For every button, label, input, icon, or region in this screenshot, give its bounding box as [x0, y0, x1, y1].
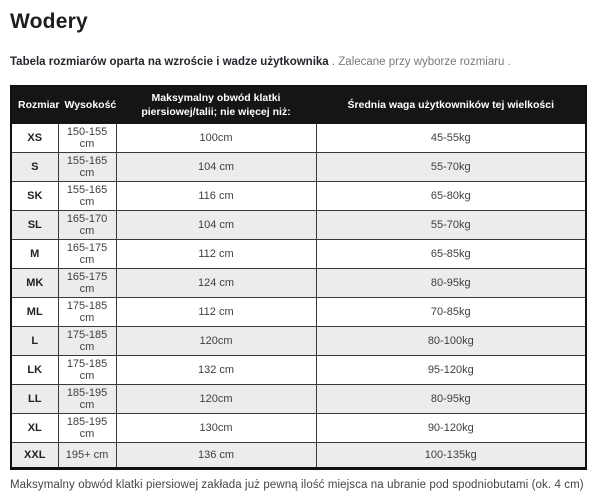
table-row — [11, 327, 586, 356]
table-row — [11, 385, 586, 414]
weight-value: 80-95kg — [316, 269, 586, 298]
chest-value: 104 cm — [116, 153, 316, 182]
table-row — [11, 298, 586, 327]
size-value: XXL — [11, 443, 58, 469]
column-header-height: Wysokość — [58, 86, 116, 124]
size-value: LL — [11, 385, 58, 414]
table-row — [11, 356, 586, 385]
chest-value: 100cm — [116, 124, 316, 153]
table-row — [11, 269, 586, 298]
size-value: SK — [11, 182, 58, 211]
size-value: S — [11, 153, 58, 182]
size-table-header — [11, 86, 586, 124]
size-value: SL — [11, 211, 58, 240]
column-header-size: Rozmiar — [11, 86, 58, 124]
chest-value: 124 cm — [116, 269, 316, 298]
chest-value: 132 cm — [116, 356, 316, 385]
chest-value: 116 cm — [116, 182, 316, 211]
height-value: 175-185 cm — [58, 356, 116, 385]
height-value: 165-175 cm — [58, 240, 116, 269]
weight-value: 70-85kg — [316, 298, 586, 327]
height-value: 155-165 cm — [58, 182, 116, 211]
intro-text-note: . Zalecane przy wyborze rozmiaru . — [328, 56, 511, 68]
size-value: XS — [11, 124, 58, 153]
footnote-text: Maksymalny obwód klatki piersiowej zakłada już pewną ilość miejsca na ubranie pod spodniobutami (ok. 4 cm) — [10, 479, 584, 491]
table-row — [11, 153, 586, 182]
weight-value: 90-120kg — [316, 414, 586, 443]
table-row — [11, 211, 586, 240]
chest-value: 112 cm — [116, 240, 316, 269]
height-value: 165-170 cm — [58, 211, 116, 240]
weight-value: 45-55kg — [316, 124, 586, 153]
header-row — [11, 86, 586, 124]
weight-value: 65-80kg — [316, 182, 586, 211]
table-row — [11, 240, 586, 269]
weight-value: 55-70kg — [316, 153, 586, 182]
size-value: XL — [11, 414, 58, 443]
size-value: MK — [11, 269, 58, 298]
chest-value: 136 cm — [116, 443, 316, 469]
size-value: LK — [11, 356, 58, 385]
column-header-chest: Maksymalny obwód klatki piersiowej/talii; nie więcej niż: — [116, 86, 316, 124]
height-value: 195+ cm — [58, 443, 116, 469]
size-value: M — [11, 240, 58, 269]
table-row — [11, 443, 586, 469]
chest-value: 120cm — [116, 327, 316, 356]
intro-text — [10, 55, 590, 70]
chest-value: 120cm — [116, 385, 316, 414]
weight-value: 95-120kg — [316, 356, 586, 385]
weight-value: 80-95kg — [316, 385, 586, 414]
weight-value: 65-85kg — [316, 240, 586, 269]
height-value: 185-195 cm — [58, 385, 116, 414]
height-value: 155-165 cm — [58, 153, 116, 182]
height-value: 185-195 cm — [58, 414, 116, 443]
size-value: ML — [11, 298, 58, 327]
table-row — [11, 414, 586, 443]
height-value: 175-185 cm — [58, 327, 116, 356]
weight-value: 80-100kg — [316, 327, 586, 356]
chest-value: 112 cm — [116, 298, 316, 327]
intro-text-bold: Tabela rozmiarów oparta na wzroście i wadze użytkownika — [10, 56, 329, 68]
table-row — [11, 182, 586, 211]
size-table-body — [11, 124, 586, 469]
chest-value: 130cm — [116, 414, 316, 443]
size-table — [10, 85, 587, 470]
page-title: Wodery — [10, 10, 88, 33]
size-value: L — [11, 327, 58, 356]
column-header-weight: Średnia waga użytkowników tej wielkości — [316, 86, 586, 124]
weight-value: 100-135kg — [316, 443, 586, 469]
height-value: 165-175 cm — [58, 269, 116, 298]
chest-value: 104 cm — [116, 211, 316, 240]
height-value: 175-185 cm — [58, 298, 116, 327]
weight-value: 55-70kg — [316, 211, 586, 240]
table-row — [11, 124, 586, 153]
height-value: 150-155 cm — [58, 124, 116, 153]
